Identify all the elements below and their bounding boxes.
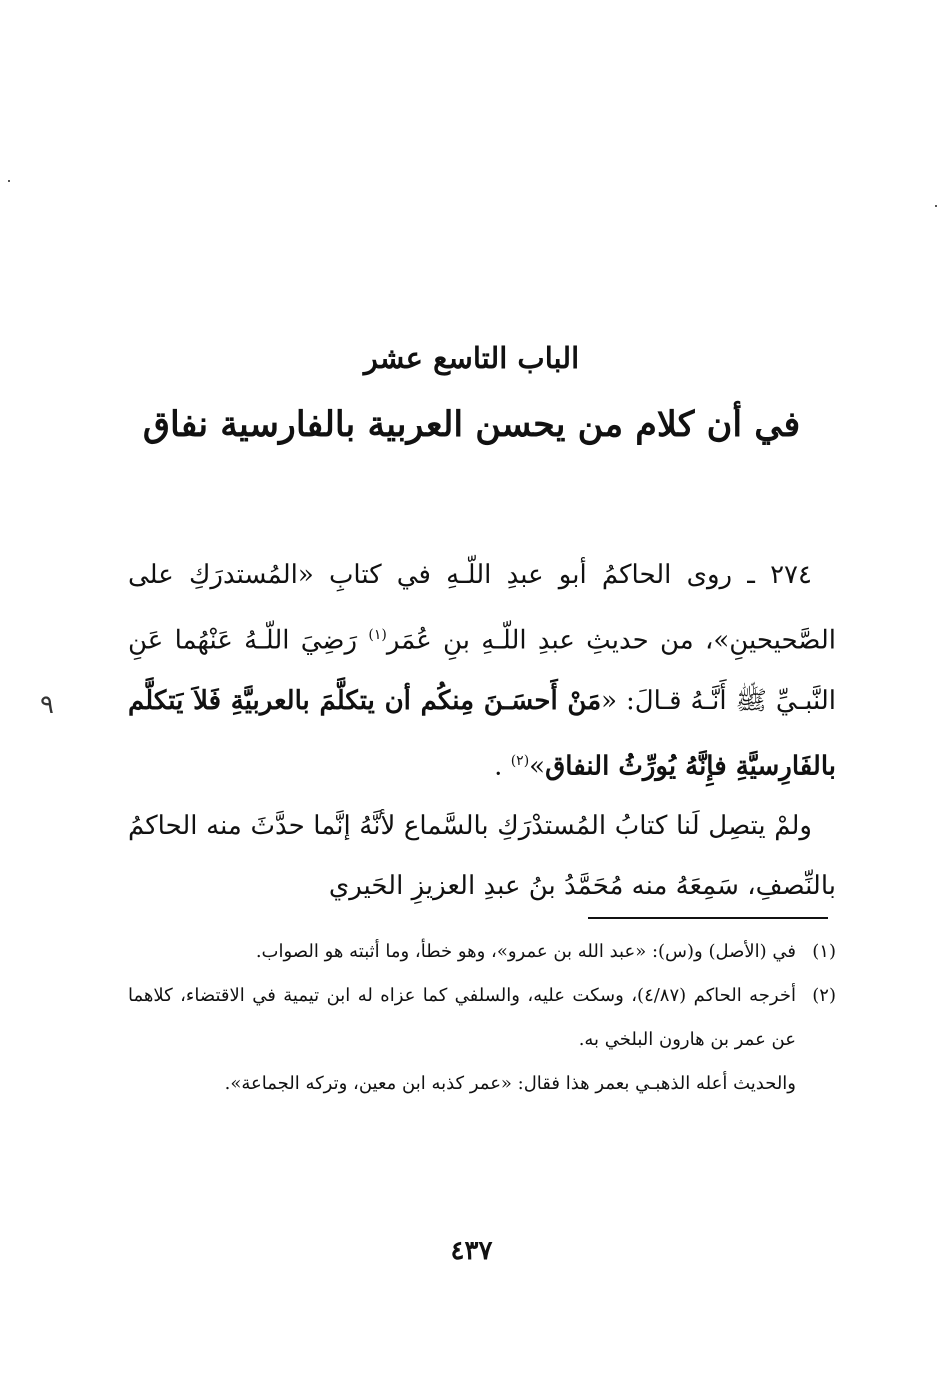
paragraph-mustadrak: ولمْ يتصِل لَنا كتابُ المُستدْرَكِ بالسَّماع لأنَّهُ إنَّما حدَّثَ منه الحاكمُ بالنِّصفِ، سَمِعَهُ منه مُحَمَّدُ بنُ عبدِ العزيزِ الحَيري bbox=[128, 811, 836, 902]
footnote-divider bbox=[588, 917, 828, 919]
scan-speck bbox=[935, 205, 937, 207]
footnote-text: في (الأصل) و(س): «عبد الله بن عمرو»، وهو خطأ، وما أثبته هو الصواب. bbox=[255, 941, 796, 962]
chapter-label: الباب التاسع عشر bbox=[363, 341, 580, 375]
footnote-1 bbox=[128, 930, 836, 974]
handwritten-margin-mark: ٩ bbox=[40, 690, 54, 720]
footnote-number: (١) bbox=[812, 941, 836, 962]
hadith-close-quote: » bbox=[529, 751, 546, 782]
footnote-ref-2: (٢) bbox=[510, 752, 530, 769]
page-number: ٤٣٧ bbox=[450, 1236, 493, 1266]
hadith-text: مَنْ أَحسَـنَ مِنكُم أن يتكلَّمَ بالعربيَّةِ فَلاَ يَتكلَّم بالفَارِسيَّةِ فإِنَّهُ يُورِّثُ النفاق bbox=[128, 685, 836, 782]
footnote-2-continuation: والحديث أعله الذهبـي بعمر هذا فقال: «عمر كذبه ابن معين، وتركه الجماعة». bbox=[224, 1073, 796, 1094]
paragraph-mid: رَضِيَ اللّـهُ عَنْهُما عَنِ النَّبـيِّ ﷺ أَنَّـهُ قـالَ: « bbox=[128, 625, 836, 716]
chapter-title: في أن كلام من يحسن العربية بالفارسية نفاق bbox=[142, 404, 801, 445]
footnotes bbox=[128, 930, 836, 1106]
scan-speck bbox=[8, 180, 10, 182]
footnote-ref-1: (١) bbox=[368, 627, 387, 643]
paragraph-intro: ٢٧٤ ـ روى الحاكمُ أبو عبدِ اللّـهِ في كتابِ «المُستدرَكِ على الصَّحيحينِ»، من حديثِ عبدِ اللّـهِ بنِ عُمَر bbox=[128, 560, 836, 656]
footnote-number: (٢) bbox=[812, 985, 836, 1006]
paragraph-end: . bbox=[494, 751, 511, 782]
footnote-text: أخرجه الحاكم (٤/٨٧)، وسكت عليه، والسلفي كما عزاه له ابن تيمية في الاقتضاء، كلاهما عن عمر بن هارون البلخي به. bbox=[128, 985, 796, 1050]
footnote-2 bbox=[128, 974, 836, 1062]
paragraph-274 bbox=[128, 545, 836, 796]
body-text bbox=[128, 545, 836, 916]
